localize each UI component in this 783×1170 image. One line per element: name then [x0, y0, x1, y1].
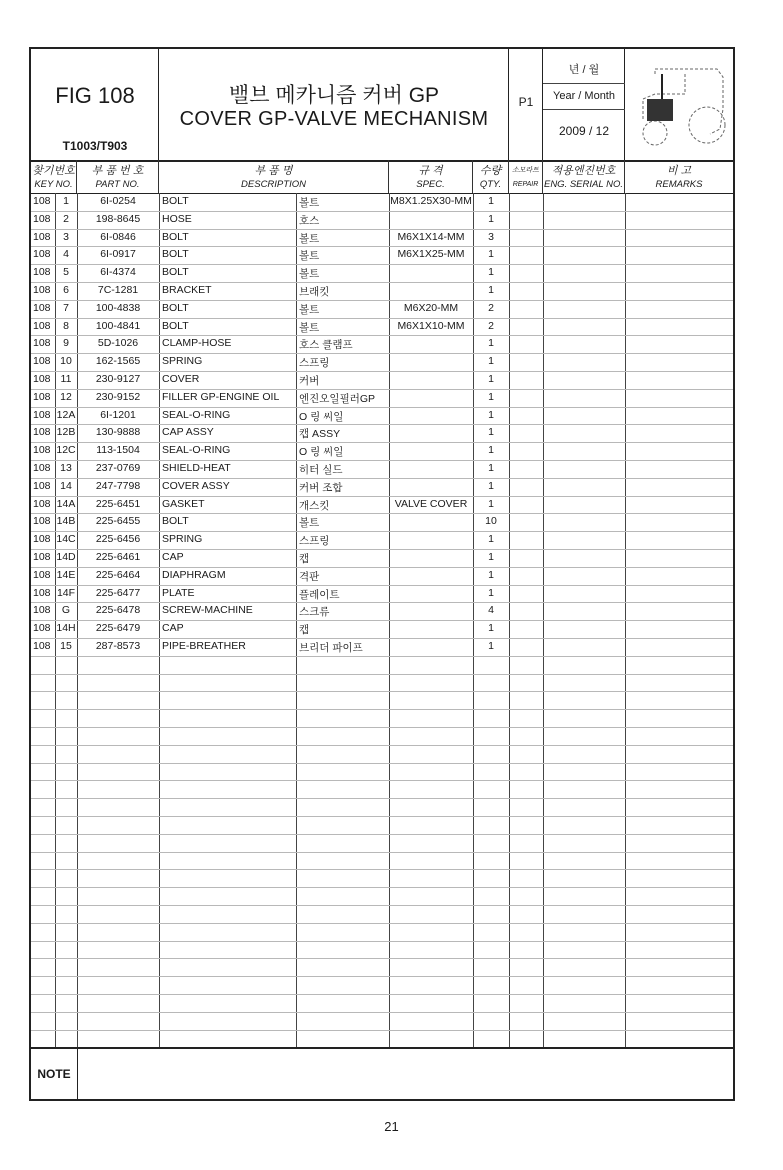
page-number: 21	[384, 1119, 399, 1134]
cell-key: 14B	[56, 515, 76, 528]
cell-qty: 1	[488, 426, 494, 439]
cell-desc: BOLT	[162, 195, 189, 207]
cell-qty: 1	[488, 390, 494, 403]
model-code: T1003/T903	[62, 139, 128, 153]
cell-fig: 108	[33, 622, 51, 635]
col-part-no: 부 품 번 호 PART NO.	[77, 160, 159, 193]
cell-fig: 108	[33, 230, 51, 243]
cell-fig: 108	[33, 515, 51, 528]
table-row	[31, 602, 733, 621]
table-row	[31, 674, 733, 693]
cell-part: 230-9152	[95, 390, 141, 403]
cell-part: 7C-1281	[97, 284, 139, 296]
cell-part: 225-6479	[95, 622, 141, 635]
cell-fig: 108	[33, 604, 51, 617]
table-row	[31, 709, 733, 728]
table-row	[31, 745, 733, 764]
table-row	[31, 1030, 733, 1049]
cell-ko: 볼트	[299, 197, 320, 209]
cell-fig: 108	[33, 640, 51, 652]
note-section	[31, 1047, 733, 1101]
cell-qty: 1	[488, 533, 494, 546]
cell-ko: 호스 클램프	[299, 339, 353, 352]
cell-ko: 플레이트	[299, 588, 340, 601]
cell-ko: 개스킷	[299, 499, 330, 512]
cell-qty: 4	[488, 604, 494, 617]
cell-part: 6I-4374	[100, 266, 136, 279]
table-row	[31, 460, 733, 479]
cell-fig: 108	[33, 195, 51, 207]
cell-key: G	[61, 604, 71, 617]
year-month-english: Year / Month	[553, 90, 615, 102]
table-row	[31, 371, 733, 390]
cell-fig: 108	[33, 568, 51, 581]
table-row	[31, 852, 733, 871]
cell-key: 14E	[56, 568, 76, 581]
cell-qty: 1	[488, 568, 494, 581]
cell-fig: 108	[33, 319, 51, 332]
cell-desc: CAP	[162, 551, 184, 563]
cell-qty: 10	[485, 515, 497, 528]
cell-ko: 볼트	[299, 517, 320, 530]
figure-cell	[31, 49, 159, 160]
cell-fig: 108	[33, 212, 51, 225]
cell-ko: 호스	[299, 214, 320, 227]
table-row	[31, 816, 733, 835]
cell-fig: 108	[33, 337, 51, 350]
page-code-cell	[509, 49, 543, 160]
cell-ko: 브리더 파이프	[299, 642, 363, 654]
cell-desc: SEAL-O-RING	[162, 408, 231, 421]
cell-part: 247-7798	[95, 479, 141, 492]
table-row	[31, 335, 733, 354]
cell-fig: 108	[33, 301, 51, 314]
table-row	[31, 620, 733, 639]
cell-part: 225-6464	[95, 568, 141, 581]
cell-key: 12B	[56, 426, 76, 439]
cell-key: 5	[63, 266, 69, 279]
table-row	[31, 246, 733, 265]
cell-qty: 1	[488, 462, 494, 474]
cell-desc: PIPE-BREATHER	[162, 640, 246, 652]
table-row	[31, 638, 733, 657]
col-qty: 수량 QTY.	[473, 160, 509, 193]
cell-ko: 커버	[299, 375, 320, 387]
cell-desc: DIAPHRAGM	[162, 568, 226, 581]
cell-key: 14C	[56, 533, 76, 546]
cell-key: 9	[63, 337, 69, 350]
cell-key: 10	[60, 355, 72, 368]
cell-desc: COVER	[162, 373, 200, 385]
cell-ko: O 링 씨일	[299, 410, 344, 423]
table-row	[31, 424, 733, 443]
cell-part: 162-1565	[95, 355, 141, 368]
cell-part: 113-1504	[96, 444, 140, 457]
cell-desc: BOLT	[162, 248, 189, 261]
cell-ko: 볼트	[299, 303, 320, 316]
cell-fig: 108	[33, 479, 51, 492]
year-month-cell	[543, 49, 625, 160]
cell-key: 14	[60, 479, 72, 492]
cell-key: 4	[63, 248, 69, 261]
cell-fig: 108	[33, 408, 51, 421]
cell-ko: 캡	[299, 553, 310, 565]
cell-ko: 볼트	[299, 268, 320, 281]
cell-part: 225-6461	[95, 551, 141, 563]
cell-ko: 브래킷	[299, 286, 330, 298]
table-row	[31, 727, 733, 746]
col-repair: 소모라트 REPAIR	[509, 160, 543, 193]
cell-desc: BOLT	[162, 266, 189, 279]
cell-key: 3	[63, 230, 69, 243]
cell-fig: 108	[33, 533, 51, 546]
cell-part: 237-0769	[95, 462, 141, 474]
cell-part: 6I-0254	[100, 195, 136, 207]
cell-spec: M8X1.25X30-MM	[390, 195, 472, 207]
cell-key: 12	[60, 390, 72, 403]
table-row	[31, 691, 733, 710]
cell-qty: 1	[488, 551, 494, 563]
table-row	[31, 229, 733, 248]
cell-part: 5D-1026	[97, 337, 139, 350]
cell-qty: 1	[488, 266, 494, 279]
cell-fig: 108	[33, 248, 51, 261]
year-month-korean: 년 / 월	[568, 64, 600, 76]
table-row	[31, 193, 733, 212]
parts-sheet	[29, 47, 735, 1101]
table-row	[31, 549, 733, 568]
cell-part: 225-6451	[95, 497, 141, 510]
cell-ko: 스프링	[299, 535, 330, 548]
cell-desc: SEAL-O-RING	[162, 444, 231, 457]
cell-key: 6	[63, 284, 69, 296]
cell-ko: 스크류	[299, 606, 330, 619]
col-eng-serial: 적용엔진번호 ENG. SERIAL NO.	[543, 160, 625, 193]
cell-part: 225-6478	[95, 604, 141, 617]
cell-desc: COVER ASSY	[162, 479, 230, 492]
cell-key: 14H	[56, 622, 76, 635]
cell-key: 14D	[56, 551, 76, 563]
table-row	[31, 585, 733, 604]
cell-ko: 격판	[299, 570, 320, 583]
cell-key: 2	[63, 212, 69, 225]
cell-ko: 커버 조합	[299, 481, 343, 494]
cell-key: 11	[60, 373, 72, 385]
table-row	[31, 513, 733, 532]
table-row	[31, 567, 733, 586]
cell-desc: SCREW-MACHINE	[162, 604, 253, 617]
cell-ko: 히터 실드	[299, 464, 343, 476]
cell-desc: CAP ASSY	[162, 426, 214, 439]
cell-part: 6I-0846	[100, 230, 136, 243]
table-row	[31, 478, 733, 497]
note-label: NOTE	[31, 1049, 78, 1101]
cell-part: 6I-0917	[100, 248, 136, 261]
table-row	[31, 941, 733, 960]
cell-spec: M6X1X14-MM	[397, 230, 465, 243]
cell-desc: BOLT	[162, 301, 189, 314]
cell-qty: 1	[488, 640, 494, 652]
table-row	[31, 318, 733, 337]
table-row	[31, 282, 733, 301]
cell-key: 8	[63, 319, 69, 332]
cell-desc: SPRING	[162, 355, 203, 368]
cell-qty: 1	[488, 444, 494, 457]
cell-qty: 1	[488, 212, 494, 225]
cell-fig: 108	[33, 284, 51, 296]
col-remarks: 비 고 REMARKS	[655, 165, 703, 190]
cell-desc: BOLT	[162, 515, 189, 528]
cell-fig: 108	[33, 373, 51, 385]
table-row	[31, 887, 733, 906]
cell-qty: 1	[488, 195, 494, 207]
cell-key: 12C	[56, 444, 76, 457]
cell-qty: 2	[488, 319, 494, 332]
table-row	[31, 976, 733, 995]
cell-part: 198-8645	[95, 212, 141, 225]
cell-fig: 108	[33, 266, 51, 279]
parts-table-body	[31, 193, 733, 1047]
cell-qty: 1	[488, 248, 494, 261]
cell-ko: O 링 씨일	[299, 446, 344, 459]
table-row	[31, 780, 733, 799]
col-key: 찾기번호 KEY NO.	[31, 160, 77, 193]
column-header-row	[31, 160, 733, 194]
cell-desc: FILLER GP-ENGINE OIL	[162, 390, 280, 403]
table-row	[31, 656, 733, 675]
cell-key: 15	[60, 640, 72, 652]
cell-fig: 108	[33, 444, 51, 457]
table-row	[31, 834, 733, 853]
cell-key: 12A	[56, 408, 76, 421]
table-row	[31, 1012, 733, 1031]
cell-fig: 108	[33, 355, 51, 368]
cell-part: 100-4841	[95, 319, 141, 332]
cell-desc: HOSE	[162, 212, 192, 225]
table-row	[31, 496, 733, 515]
cell-qty: 1	[488, 622, 494, 635]
cell-key: 14F	[56, 586, 76, 599]
col-spec: 규 격 SPEC.	[389, 160, 473, 193]
cell-spec: M6X1X25-MM	[397, 248, 465, 261]
cell-part: 230-9127	[95, 373, 141, 385]
cell-ko: 볼트	[299, 321, 320, 334]
cell-ko: 스프링	[299, 357, 330, 370]
cell-qty: 1	[488, 586, 494, 599]
table-row	[31, 211, 733, 230]
cell-key: 7	[63, 301, 69, 314]
table-row	[31, 905, 733, 924]
table-row	[31, 264, 733, 283]
cell-part: 6I-1201	[100, 408, 136, 421]
cell-qty: 1	[488, 497, 494, 510]
cell-desc: SPRING	[162, 533, 203, 546]
table-row	[31, 353, 733, 372]
cell-desc: CLAMP-HOSE	[162, 337, 232, 350]
cell-ko: 볼트	[299, 232, 320, 245]
table-row	[31, 958, 733, 977]
table-row	[31, 300, 733, 319]
cell-ko: 캡 ASSY	[299, 428, 341, 441]
cell-qty: 1	[488, 355, 494, 368]
title-korean: 밸브 메카니즘 커버 GP	[228, 84, 440, 107]
cell-key: 13	[60, 462, 72, 474]
cell-part: 225-6456	[95, 533, 141, 546]
cell-desc: BRACKET	[162, 284, 212, 296]
cell-desc: BOLT	[162, 319, 189, 332]
cell-fig: 108	[33, 462, 51, 474]
table-row	[31, 923, 733, 942]
cell-qty: 1	[488, 373, 494, 385]
cell-spec: VALVE COVER	[394, 497, 468, 510]
table-row	[31, 798, 733, 817]
cell-qty: 3	[488, 230, 494, 243]
cell-part: 287-8573	[95, 640, 141, 652]
cell-desc: SHIELD-HEAT	[162, 462, 231, 474]
cell-part: 225-6455	[95, 515, 141, 528]
cell-spec: M6X20-MM	[403, 301, 459, 314]
cell-qty: 1	[488, 337, 494, 350]
cell-fig: 108	[33, 586, 51, 599]
cell-desc: CAP	[162, 622, 184, 635]
cell-fig: 108	[33, 426, 51, 439]
table-row	[31, 994, 733, 1013]
cell-desc: PLATE	[162, 586, 195, 599]
cell-qty: 1	[488, 479, 494, 492]
cell-part: 225-6477	[95, 586, 141, 599]
cell-key: 14A	[56, 497, 76, 510]
cell-desc: BOLT	[162, 230, 189, 243]
cell-part: 100-4838	[95, 301, 141, 314]
table-row	[31, 407, 733, 426]
table-row	[31, 763, 733, 782]
title-cell	[159, 49, 509, 160]
cell-ko: 캡	[299, 624, 310, 637]
table-row	[31, 442, 733, 461]
cell-spec: M6X1X10-MM	[397, 319, 465, 332]
cell-qty: 1	[488, 284, 494, 296]
col-description: 부 품 명 DESCRIPTION	[159, 160, 389, 193]
sheet-header	[31, 49, 733, 162]
title-english: COVER GP-VALVE MECHANISM	[179, 108, 489, 130]
cell-qty: 1	[488, 408, 494, 421]
table-row	[31, 531, 733, 550]
cell-fig: 108	[33, 390, 51, 403]
table-row	[31, 869, 733, 888]
page-code: P1	[518, 95, 534, 109]
figure-number: FIG 108	[55, 83, 135, 108]
table-row	[31, 389, 733, 408]
cell-key: 1	[63, 195, 69, 207]
cell-fig: 108	[33, 551, 51, 563]
cell-ko: 엔진오일필러GP	[299, 392, 376, 405]
cell-ko: 볼트	[299, 250, 320, 263]
cell-desc: GASKET	[162, 497, 205, 510]
issue-date: 2009 / 12	[558, 124, 610, 138]
cell-fig: 108	[33, 497, 51, 510]
cell-qty: 2	[488, 301, 494, 314]
tractor-icon	[625, 49, 733, 160]
cell-part: 130-9888	[95, 426, 141, 439]
